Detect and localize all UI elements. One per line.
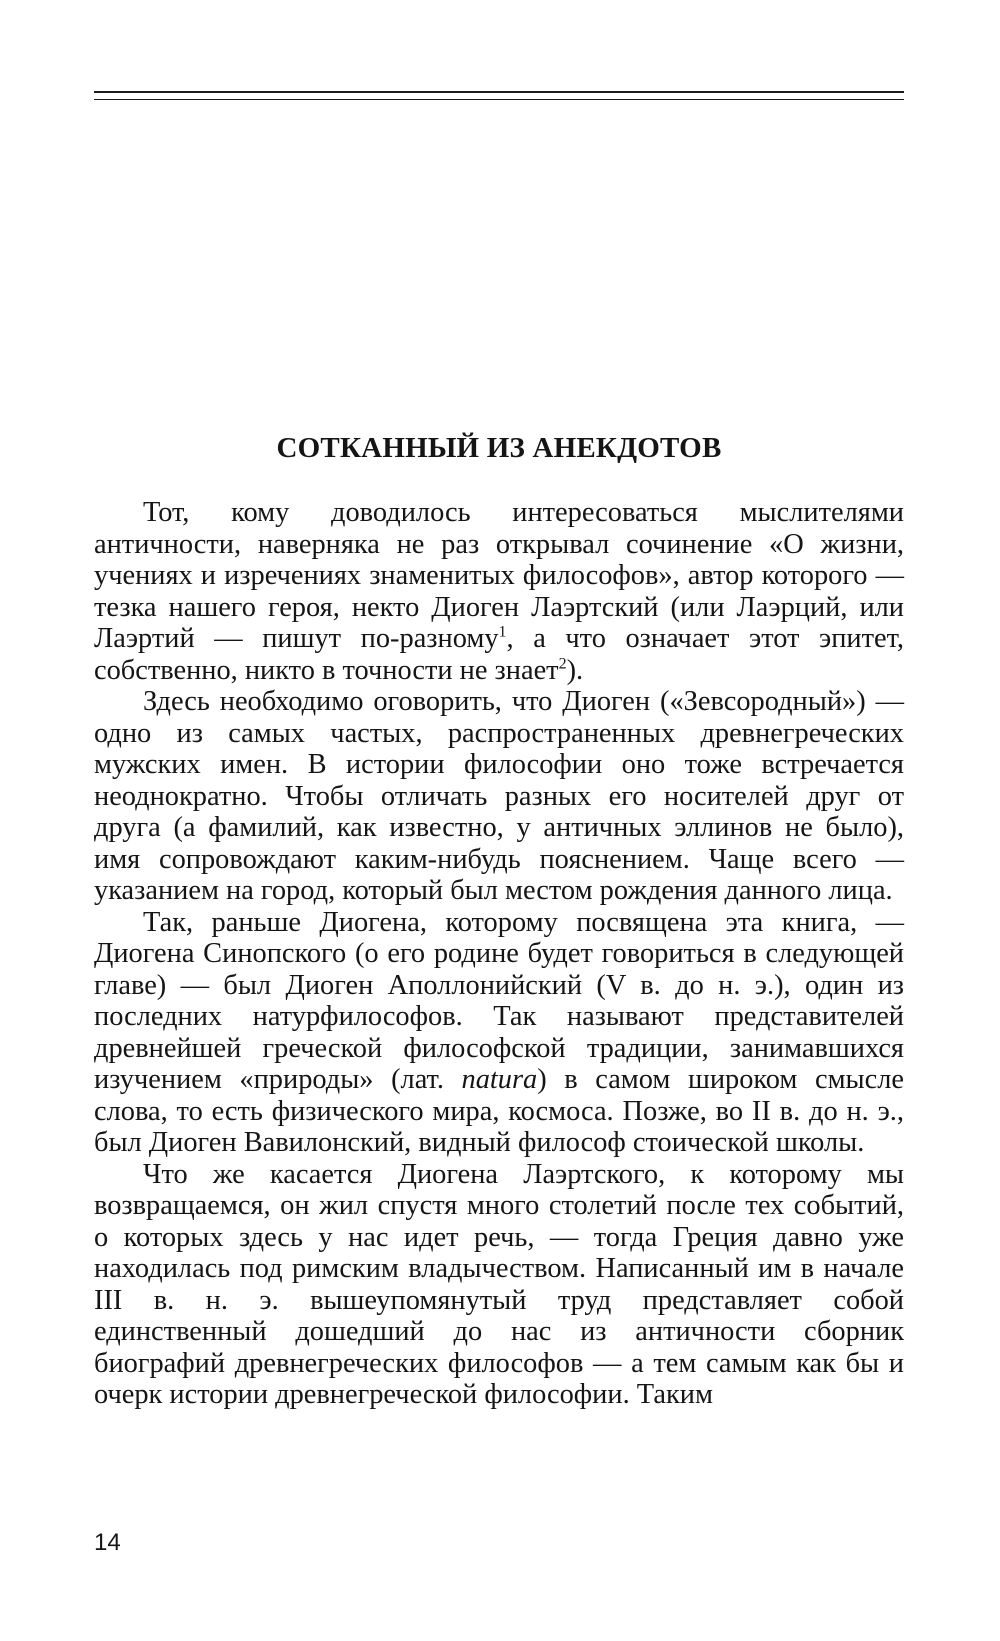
paragraph-1-text-c: ). [566, 654, 584, 686]
paragraph-3 [94, 907, 904, 1159]
chapter-title: СОТКАННЫЙ ИЗ АНЕКДОТОВ [276, 432, 722, 464]
header-rule-top [94, 91, 904, 93]
paragraph-1 [94, 497, 904, 686]
paragraph-4: Что же касается Диогена Лаэртского, к которому мы возвращаемся, он жил спустя много столетий после тех событий, о которых здесь у нас идет речь, — тогда Греция давно уже находилась под римским владычеством. Написанный им в начале III в. н. э. вышеупомянутый труд представляет собой единственный дошедший до нас из античности сборник биографий древнегреческих философов — а тем самым как бы и очерк истории древнегреческой философии. Таким [94, 1158, 904, 1410]
paragraph-3-text-a: Так, раньше Диогена, которому посвящена эта книга, — Диогена Синопского (о его родине будет говориться в следующей главе) — был Диоген Аполлонийский (V в. до н. э.), один из последних натурфилософов. Так называют представителей древнейшей греческой философской традиции, занимавшихся изучением «природы» (лат. [94, 906, 904, 1095]
paragraph-3-text-b: ) в самом широком смысле слова, то есть физического мира, космоса. Позже, во II в. до н. э., был Диоген Вавилонский, видный философ стоической школы. [94, 1064, 904, 1158]
page-number: 14 [94, 1529, 121, 1556]
footnote-ref-2: 2 [558, 655, 567, 673]
paragraph-1-text-a: Тот, кому доводилось интересоваться мыслителями античности, наверняка не раз открывал сочинение «О жизни, учениях и изречениях знаменитых философов», автор которого — тезка нашего героя, некто Диоген Лаэртский (или Лаэрций, или Лаэртий — пишут по-разному [94, 497, 904, 654]
footnote-ref-1: 1 [498, 623, 507, 641]
body-text [94, 497, 904, 1411]
paragraph-1-text-b: , а что означает этот эпитет, собственно, никто в точности не знает [94, 623, 904, 686]
paragraph-3-latin-term: natura [461, 1064, 538, 1095]
header-rule-bottom [94, 99, 904, 100]
paragraph-2: Здесь необходимо оговорить, что Диоген («Зевсородный») — одно из самых частых, распространенных древнегреческих мужских имен. В истории философии оно тоже встречается неоднократно. Чтобы отличать разных его носителей друг от друга (а фамилий, как известно, у античных эллинов не было), имя сопровождают каким-нибудь пояснением. Чаще всего — указанием на город, который был местом рождения данного лица. [94, 686, 904, 906]
